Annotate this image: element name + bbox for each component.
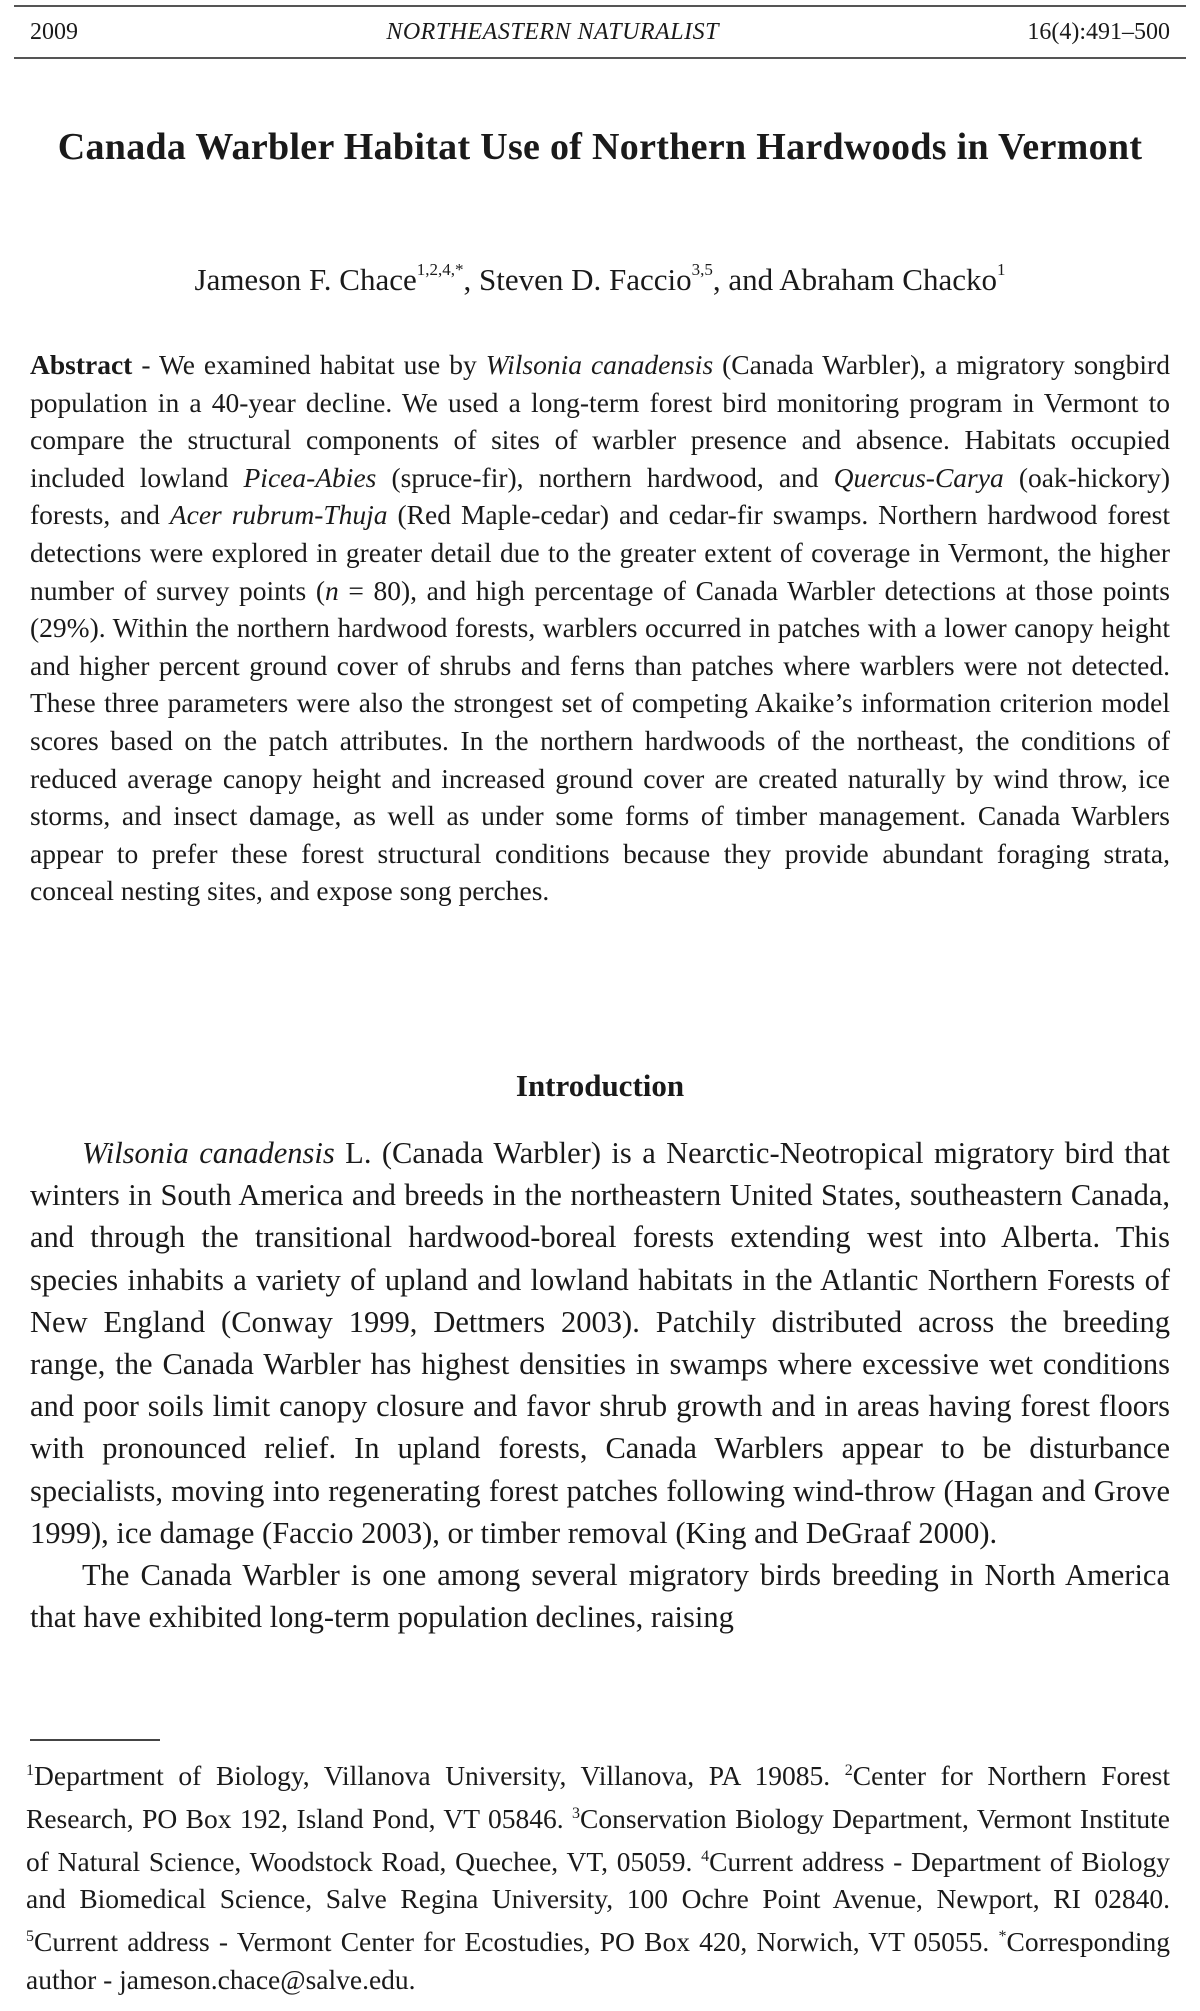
section-heading-introduction: Introduction: [515, 1068, 685, 1103]
footnote-marker: 5: [26, 1927, 34, 1945]
italic-term: Quercus-Carya: [833, 461, 1004, 493]
author-name: Jameson F. Chace: [194, 262, 417, 297]
italic-term: Picea-Abies: [243, 461, 377, 493]
footnotes: [26, 1752, 1170, 1998]
footnote-rule: [30, 1739, 160, 1741]
paragraph: [30, 1554, 1170, 1638]
footnote-text: Corresponding author - jameson.chace@salve.edu.: [26, 1926, 1170, 1995]
abstract-text: (oak-hickory) forests, and: [30, 461, 1171, 531]
body-text: L. (Canada Warbler) is a Nearctic-Neotropical migratory bird that winters in South America and breeds in the northeastern United States, southeastern Canada, and through the transitional hardwood-boreal forests extending west into Alberta. This species inhabits a variety of upland and lowland habitats in the Atlantic Northern Forests of New England (Conway 1999, Dettmers 2003). Patchily distributed across the breeding range, the Canada Warbler has highest densities in swamps where excessive wet conditions and poor soils limit canopy closure and favor shrub growth and in areas having forest floors with pronounced relief. In upland forests, Canada Warblers appear to be disturbance specialists, moving into regenerating forest patches following wind-throw (Hagan and Grove 1999), ice damage (Faccio 2003), or timber removal (King and DeGraaf 2000).: [30, 1136, 1170, 1550]
abstract-text: We examined habitat use by: [158, 349, 486, 380]
abstract-body: [30, 349, 1170, 906]
volume-pages: 16(4):491–500: [1027, 18, 1170, 45]
italic-term: n: [325, 574, 339, 606]
footnote-text: Current address - Department of Biology and Biomedical Science, Salve Regina University, 100 Ochre Point Avenue, Newport, RI 02840.: [26, 1845, 1171, 1915]
abstract-dash: -: [132, 349, 159, 380]
footnote-marker: 4: [701, 1847, 710, 1865]
footnote-text: Conservation Biology Department, Vermont Institute of Natural Science, Woodstock Road, Quechee, VT, 05059.: [26, 1802, 1170, 1877]
italic-term: Wilsonia canadensis: [485, 349, 714, 380]
affiliation-marker: 3,5: [691, 260, 713, 279]
footnote-text: Department of Biology, Villanova University, Villanova, PA 19085.: [34, 1760, 845, 1792]
author-list: Jameson F. Chace$^{1,2,4,*}$, Steven D. Faccio$^{3,5}$, and Abraham Chacko$^1$: [194, 260, 1006, 297]
author-name: Steven D. Faccio: [478, 262, 692, 297]
footnote-marker: 3: [572, 1804, 581, 1822]
introduction-body: [30, 1132, 1170, 1638]
affiliation-marker: 1: [996, 260, 1006, 279]
abstract-text: (spruce-fir), northern hardwood, and: [376, 461, 834, 493]
running-head: [30, 12, 1170, 52]
abstract: [30, 346, 1170, 910]
footnote-marker: 2: [844, 1762, 853, 1779]
footnote-marker: *: [998, 1927, 1007, 1945]
affiliation-marker: 1,2,4,*: [416, 260, 464, 279]
abstract-label: Abstract: [30, 349, 133, 380]
paper-title: Canada Warbler Habitat Use of Northern Hardwoods in Vermont: [57, 126, 1143, 168]
header-rule-top: [14, 5, 1186, 7]
header-rule-bottom: [14, 57, 1186, 59]
abstract-text: (Canada Warbler), a migratory songbird population in a 40-year decline. We used a long-term forest bird monitoring program in Vermont to compare the structural components of sites of warbler presence and absence. Habitats occupied included lowland: [30, 349, 1170, 493]
abstract-text: (Red Maple-cedar) and cedar-fir swamps. Northern hardwood forest detections were explored in greater detail due to the greater extent of coverage in Vermont, the higher number of survey points (: [30, 499, 1170, 606]
year: 2009: [30, 18, 78, 45]
footnote-text: Current address - Vermont Center for Ecostudies, PO Box 420, Norwich, VT 05055.: [34, 1926, 999, 1957]
abstract-text: = 80), and high percentage of Canada Warbler detections at those points (29%). Within the northern hardwood forests, warblers occurred in patches with a lower canopy height and higher percent ground cover of shrubs and ferns than patches where warblers were not detected. These three parameters were also the strongest set of competing Akaike’s information criterion model scores based on the patch attributes. In the northern hardwoods of the northeast, the conditions of reduced average canopy height and increased ground cover are created naturally by wind throw, ice storms, and insect damage, as well as under some forms of timber management. Canada Warblers appear to prefer these forest structural conditions because they provide abundant foraging strata, conceal nesting sites, and expose song perches.: [30, 574, 1170, 907]
journal-name: NORTHEASTERN NATURALIST: [386, 18, 719, 45]
italic-term: Acer rubrum-Thuja: [169, 499, 388, 531]
paragraph: [30, 1132, 1170, 1554]
footnote-marker: 1: [26, 1762, 34, 1779]
footnote-text: Center for Northern Forest Research, PO Box 192, Island Pond, VT 05846.: [26, 1760, 1171, 1834]
body-text: The Canada Warbler is one among several migratory birds breeding in North America that have exhibited long-term population declines, raising: [30, 1558, 1170, 1635]
author-name: Abraham Chacko: [779, 262, 997, 297]
italic-term: Wilsonia canadensis: [82, 1136, 335, 1170]
